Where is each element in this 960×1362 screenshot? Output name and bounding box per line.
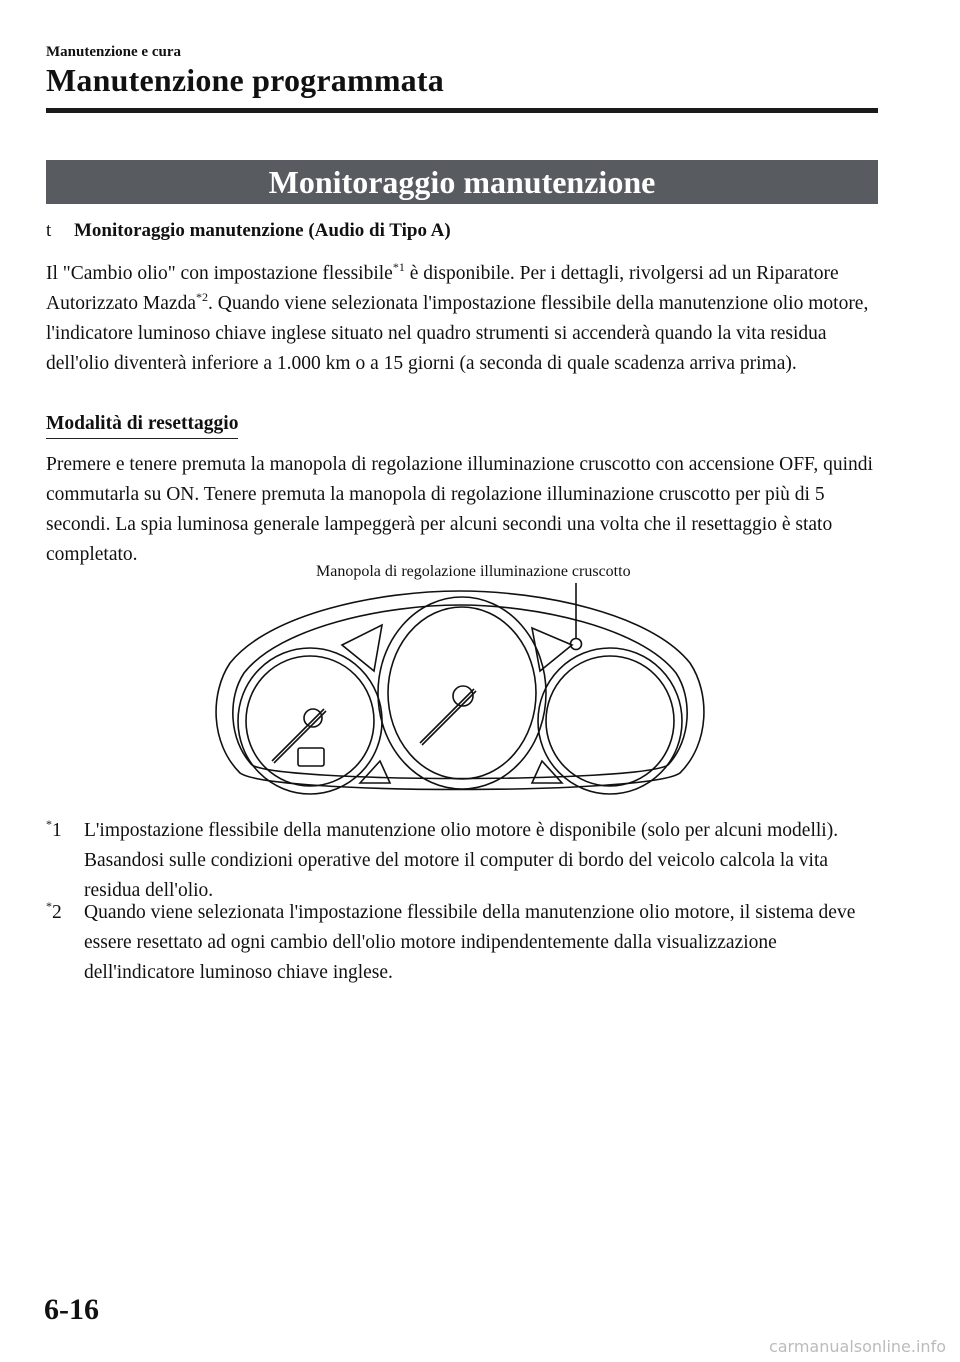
instrument-cluster-figure (210, 583, 710, 803)
watermark: carmanualsonline.info (768, 1337, 946, 1356)
section-banner: Monitoraggio manutenzione (46, 160, 878, 204)
footnote-2: *2 Quando viene selezionata l'impostazione flessibile della manutenzione olio motore, il sistema deve essere resettato ad ogni cambio dell'olio motore indipendentemente dalla visualizzazione dell'indicatore luminoso chiave inglese. (46, 899, 856, 983)
bullet-icon: t (46, 220, 52, 241)
left-upper-triangle (342, 625, 382, 671)
left-gauge (238, 648, 382, 794)
center-gauge-needle (420, 689, 474, 743)
left-lower-triangle (360, 761, 390, 783)
right-upper-triangle (532, 628, 572, 671)
figure-callout-label: Manopola di regolazione illuminazione cruscotto (316, 563, 631, 580)
reset-heading: Modalità di resettaggio (46, 413, 238, 439)
center-gauge (378, 597, 546, 789)
center-gauge-inner (388, 607, 536, 779)
chapter-title: Manutenzione programmata (46, 62, 444, 98)
footnote-ref-2: *2 (195, 290, 208, 304)
cluster-inner-outline (233, 605, 687, 779)
subheading (46, 220, 451, 242)
left-gauge-display (298, 748, 324, 766)
cluster-outline (216, 591, 704, 790)
reset-paragraph: Premere e tenere premuta la manopola di regolazione illuminazione cruscotto con accensione OFF, quindi commutarla su ON. Tenere premuta la manopola di regolazione illuminazione cruscotto per più di 5 secondi. La spia luminosa generale lampeggerà per alcuni secondi una volta che il resettaggio è stato completato. (46, 454, 873, 565)
page-number: 6-16 (44, 1293, 99, 1326)
footnote-ref-1: *1 (392, 260, 405, 274)
subheading-text: Monitoraggio manutenzione (Audio di Tipo A) (74, 220, 451, 241)
breadcrumb: Manutenzione e cura (46, 44, 181, 60)
right-gauge (538, 648, 682, 794)
intro-paragraph: Il "Cambio olio" con impostazione flessibile$^{*1}$ è disponibile. Per i dettagli, rivolgersi ad un Riparatore Autorizzato Mazda$^{*2}$. Quando viene selezionata l'impostazione flessibile della manutenzione olio motore, l'indicatore luminoso chiave inglese situato nel quadro strumenti si accenderà quando la vita residua dell'olio diventerà inferiore a 1.000 km o a 15 giorni (a seconda di quale scadenza arriva prima). (46, 260, 869, 374)
footnote-1: *1 L'impostazione flessibile della manutenzione olio motore è disponibile (solo per alcuni modelli). Basandosi sulle condizioni operative del motore il computer di bordo del veicolo calcola la vita residua dell'olio. (46, 817, 839, 901)
right-gauge-inner (546, 656, 674, 786)
header-rule (46, 108, 878, 113)
illumination-knob (571, 639, 582, 650)
